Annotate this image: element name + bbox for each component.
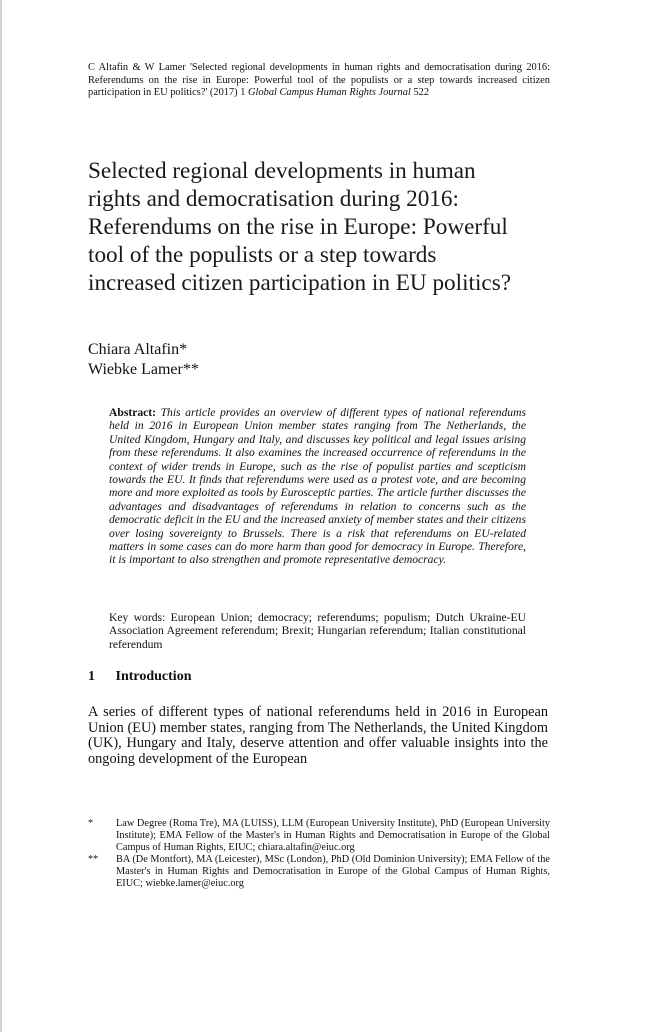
keywords <box>109 611 526 651</box>
footnote-text: Law Degree (Roma Tre), MA (LUISS), LLM (European University Institute), PhD (European University Institute); EMA Fellow of the Master's in Human Rights and Democratisation in Europe of the Global Campus of Human Rights, EIUC; chiara.altafin@eiuc.org <box>116 818 550 853</box>
title-line: Referendums on the rise in Europe: Powerful <box>88 214 508 240</box>
article-title <box>88 157 558 297</box>
footnote-text: BA (De Montfort), MA (Leicester), MSc (London), PhD (Old Dominion University); EMA Fellow of the Master's in Human Rights and Democratisation in Europe of the Global Campus of Human Rights, EIUC; wiebke.lamer@eiuc.org <box>116 853 550 889</box>
section-number: 1 <box>88 669 95 684</box>
abstract <box>109 406 526 567</box>
page-edge-rule <box>0 0 2 1032</box>
title-line: tool of the populists or a step towards <box>88 242 437 268</box>
keywords-label: Key words: <box>109 611 166 624</box>
title-line: rights and democratisation during 2016: <box>88 186 459 212</box>
journal-name: Global Campus Human Rights Journal <box>248 87 411 98</box>
keywords-text: European Union; democracy; referendums; populism; Dutch Ukraine-EU Association Agreement referendum; Brexit; Hungarian referendum; Italian constitutional referendum <box>109 611 526 651</box>
footnote-mark: ** <box>88 853 99 865</box>
footnotes <box>88 818 550 889</box>
title-line: Selected regional developments in human <box>88 158 476 184</box>
section-heading <box>88 669 191 685</box>
running-header-citation <box>88 62 550 100</box>
abstract-text: This article provides an overview of different types of national referendums held in 2016 in European Union member states ranging from The Netherlands, the United Kingdom, Hungary and Italy, and discusses key political and legal issues arising from these referendums. It also examines the increased occurrence of referendums in the context of wider trends in Europe, such as the rise of populist parties and scepticism towards the EU. It finds that referendums were used as a protest vote, and are becoming more and more exploited as tools by Eurosceptic parties. The article further discusses the advantages and disadvantages of referendums in relation to concerns such as the democratic deficit in the EU and the increased anxiety of member states and their citizens over losing sovereignty to Brussels. There is a risk that referendums on EU-related matters in some cases can do more harm than good for democracy in Europe. Therefore, it is important to also strengthen and promote representative democracy. <box>109 406 526 567</box>
title-line: increased citizen participation in EU politics? <box>88 270 512 296</box>
footnote <box>88 854 550 890</box>
abstract-label: Abstract: <box>109 406 157 419</box>
citation-text: C Altafin & W Lamer 'Selected regional developments in human rights and democratisation during 2016: Referendums on the rise in Europe: Powerful tool of the populists or a step towards increased citizen participation in EU politics?' (2017) 1 <box>88 62 550 98</box>
footnote <box>88 818 550 854</box>
page-number: 522 <box>413 87 430 98</box>
section-title: Introduction <box>115 669 192 684</box>
intro-paragraph: A series of different types of national referendums held in 2016 in European Union (EU) member states, ranging from The Netherlands, the United Kingdom (UK), Hungary and Italy, deserve attention and offer valuable insights into the ongoing development of the European <box>88 704 548 767</box>
author-list <box>88 340 199 380</box>
footnote-mark: * <box>88 818 94 829</box>
author-name: Chiara Altafin* <box>88 341 188 358</box>
author-name: Wiebke Lamer** <box>88 361 199 378</box>
